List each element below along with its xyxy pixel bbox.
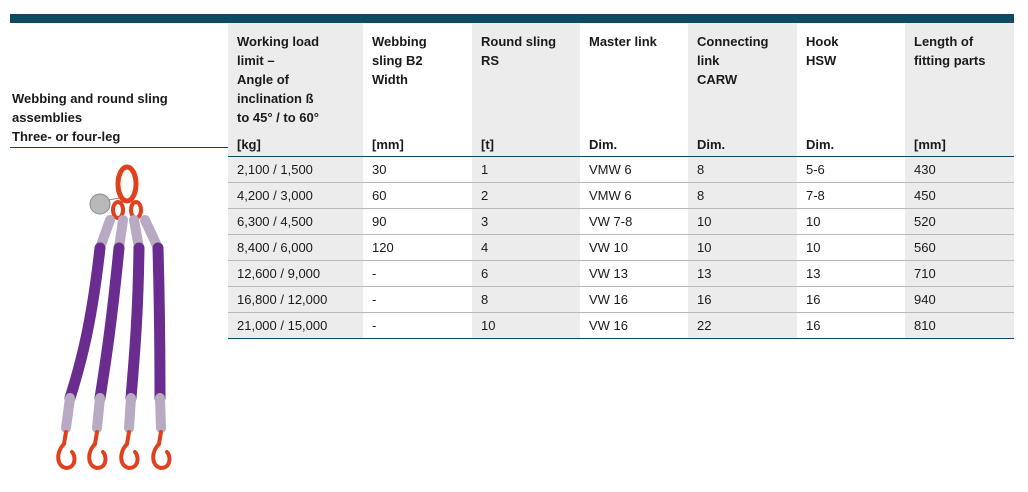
table-cell: VW 16: [580, 287, 688, 313]
table-row: [228, 157, 1014, 183]
table-cell: 5-6: [797, 157, 905, 183]
table-cell: 120: [363, 235, 472, 261]
table-cell: 940: [905, 287, 1014, 313]
table-cell: 13: [688, 261, 797, 287]
table-cell: 560: [905, 235, 1014, 261]
table-cell: 6: [472, 261, 580, 287]
table-row: [228, 261, 1014, 287]
column-header-master-link: Master link: [589, 34, 657, 49]
table-cell: 8: [472, 287, 580, 313]
table-row: [228, 183, 1014, 209]
table-row: [228, 313, 1014, 339]
table-cell: 4,200 / 3,000: [228, 183, 363, 209]
table-cell: 430: [905, 157, 1014, 183]
unit-label: [mm]: [363, 134, 472, 157]
header-bar: [10, 14, 1014, 23]
unit-label: [mm]: [905, 134, 1014, 157]
header-row: [228, 23, 1014, 134]
table-cell: 10: [797, 235, 905, 261]
table-cell: 13: [797, 261, 905, 287]
table-row: [228, 287, 1014, 313]
table-cell: 21,000 / 15,000: [228, 313, 363, 339]
table-row: [228, 235, 1014, 261]
table-cell: 520: [905, 209, 1014, 235]
column-header-round-sling: Round sling RS: [472, 23, 580, 134]
table-cell: 2: [472, 183, 580, 209]
table-cell: -: [363, 313, 472, 339]
specification-table: [228, 23, 1014, 339]
unit-label: Dim.: [688, 134, 797, 157]
column-header-webbing-sling-width: Webbing sling B2 Width: [372, 34, 427, 87]
table-cell: VW 16: [580, 313, 688, 339]
sling-assembly-image: [30, 160, 215, 490]
table-cell: -: [363, 287, 472, 313]
table-cell: 6,300 / 4,500: [228, 209, 363, 235]
table-cell: 1: [472, 157, 580, 183]
table-cell: 16,800 / 12,000: [228, 287, 363, 313]
unit-row: [228, 134, 1014, 157]
table-cell: 10: [472, 313, 580, 339]
column-header-connecting-link: Connecting link CARW: [688, 23, 797, 134]
table-cell: 10: [688, 209, 797, 235]
table-cell: 3: [472, 209, 580, 235]
table-cell: 30: [363, 157, 472, 183]
table-cell: 8: [688, 183, 797, 209]
unit-label: Dim.: [580, 134, 688, 157]
table-cell: VW 7-8: [580, 209, 688, 235]
table-cell: 10: [688, 235, 797, 261]
column-header-working-load-limit: Working load limit – Angle of inclination ß to 45° / to 60°: [228, 23, 363, 134]
unit-label: [kg]: [228, 134, 363, 157]
table-cell: 60: [363, 183, 472, 209]
unit-label: [t]: [472, 134, 580, 157]
title-divider: [10, 147, 228, 148]
table-row: [228, 209, 1014, 235]
product-title-line-1: Webbing and round sling: [12, 91, 168, 106]
table-cell: VW 13: [580, 261, 688, 287]
unit-label: Dim.: [797, 134, 905, 157]
table-cell: 450: [905, 183, 1014, 209]
table-cell: 2,100 / 1,500: [228, 157, 363, 183]
table-cell: VW 10: [580, 235, 688, 261]
product-title-line-2: assemblies: [12, 110, 83, 125]
product-title: [12, 89, 222, 146]
product-title-line-3: Three- or four-leg: [12, 129, 121, 144]
table-cell: 22: [688, 313, 797, 339]
column-header-hook: Hook HSW: [806, 34, 839, 68]
table-cell: 16: [797, 287, 905, 313]
table-cell: 710: [905, 261, 1014, 287]
table-cell: 8,400 / 6,000: [228, 235, 363, 261]
table-cell: 12,600 / 9,000: [228, 261, 363, 287]
column-header-length-of-fitting-parts: Length of fitting parts: [905, 23, 1014, 134]
table-cell: VMW 6: [580, 183, 688, 209]
table-cell: 7-8: [797, 183, 905, 209]
table-cell: 10: [797, 209, 905, 235]
table-cell: 8: [688, 157, 797, 183]
table-cell: 4: [472, 235, 580, 261]
table-cell: -: [363, 261, 472, 287]
table-cell: 90: [363, 209, 472, 235]
table-cell: 810: [905, 313, 1014, 339]
table-cell: 16: [797, 313, 905, 339]
table-cell: VMW 6: [580, 157, 688, 183]
table-cell: 16: [688, 287, 797, 313]
